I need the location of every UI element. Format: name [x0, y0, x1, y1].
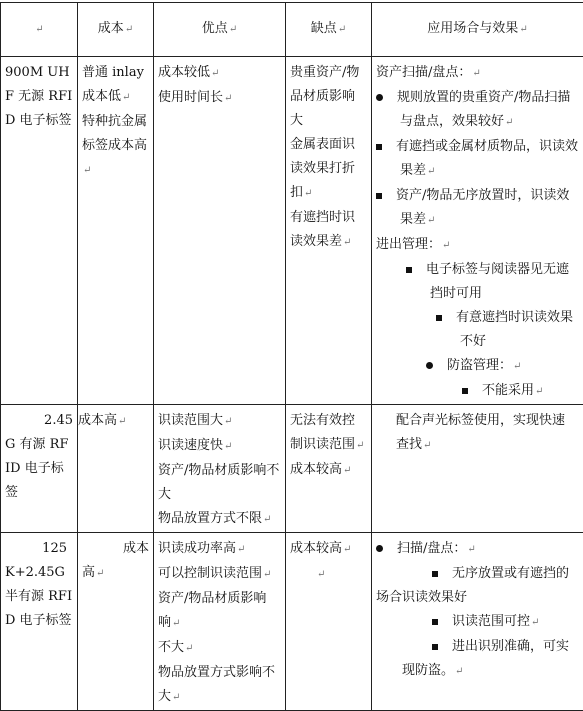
table-row	[1, 405, 583, 533]
bullet-dot-icon	[426, 362, 433, 369]
bullet-dot-icon	[376, 94, 383, 101]
bullet-square-icon	[432, 571, 438, 577]
application-cell: 配合声光标签使用，实现快速查找↵	[372, 405, 583, 533]
app-title: 资产扫描/盘点：↵	[376, 61, 579, 86]
list-item: 电子标签与阅读器见无遮挡时可用	[376, 258, 579, 306]
list-item: 不能采用↵	[376, 379, 579, 404]
header-row	[1, 3, 583, 57]
cons-cell: 贵重资产/物品材质影响大 金属表面识读效果打折扣↵ 有遮挡时识读效果差↵	[286, 57, 372, 405]
cost-cell: 成本高↵	[78, 405, 154, 533]
tag-type-cell: 125 K+2.45G 半有源 RFID 电子标签	[1, 533, 78, 711]
list-item: 识读范围可控↵	[376, 610, 579, 635]
bullet-square-icon	[432, 644, 438, 650]
header-cell-empty: ↵	[1, 3, 78, 57]
bullet-square-icon	[376, 144, 382, 150]
table-row	[1, 533, 583, 711]
list-item: 无序放置或有遮挡的场合识读效果好	[376, 562, 579, 610]
bullet-square-icon	[432, 619, 438, 625]
table-row	[1, 57, 583, 405]
pros-cell: 成本较低↵ 使用时间长↵	[154, 57, 286, 405]
bullet-square-icon	[376, 193, 382, 199]
comparison-table	[0, 2, 583, 711]
bullet-square-icon	[462, 388, 468, 394]
bullet-square-icon	[406, 267, 412, 273]
app-title: 扫描/盘点：↵	[376, 537, 579, 562]
list-item: 有意遮挡时识读效果不好	[376, 306, 579, 354]
tag-type-cell: 2.45 G 有源 RFID 电子标签	[1, 405, 78, 533]
app-title: 进出管理：↵	[376, 233, 579, 258]
pros-cell: 识读范围大↵ 识读速度快↵ 资产/物品材质影响不大 物品放置方式不限↵	[154, 405, 286, 533]
header-cell-application: 应用场合与效果↵	[372, 3, 583, 57]
pros-cell: 识读成功率高↵ 可以控制识读范围↵ 资产/物品材质影响 响↵ 不大↵ 物品放置方式影响不大↵	[154, 533, 286, 711]
list-item: 有遮挡或金属材质物品，识读效果差↵	[376, 135, 579, 184]
header-cell-cost: 成本↵	[78, 3, 154, 57]
application-cell	[372, 533, 583, 711]
cons-cell: 无法有效控制识读范围↵ 成本较高↵	[286, 405, 372, 533]
bullet-square-icon	[436, 315, 442, 321]
app-title: 防盗管理：↵	[376, 354, 579, 379]
cons-cell: 成本较高↵ ↵	[286, 533, 372, 711]
application-cell	[372, 57, 583, 405]
cost-cell: 成本 高↵	[78, 533, 154, 711]
bullet-dot-icon	[376, 545, 383, 552]
cost-cell: 普通 inlay 成本低↵ 特种抗金属标签成本高↵	[78, 57, 154, 405]
list-item: 进出识别准确，可实现防盗。↵	[376, 635, 579, 684]
list-item: 规则放置的贵重资产/物品扫描与盘点，效果较好↵	[376, 86, 579, 135]
list-item: 资产/物品无序放置时，识读效果差↵	[376, 184, 579, 233]
header-cell-pros: 优点↵	[154, 3, 286, 57]
tag-type-cell: 900M UHF 无源 RFID 电子标签	[1, 57, 78, 405]
header-cell-cons: 缺点↵	[286, 3, 372, 57]
